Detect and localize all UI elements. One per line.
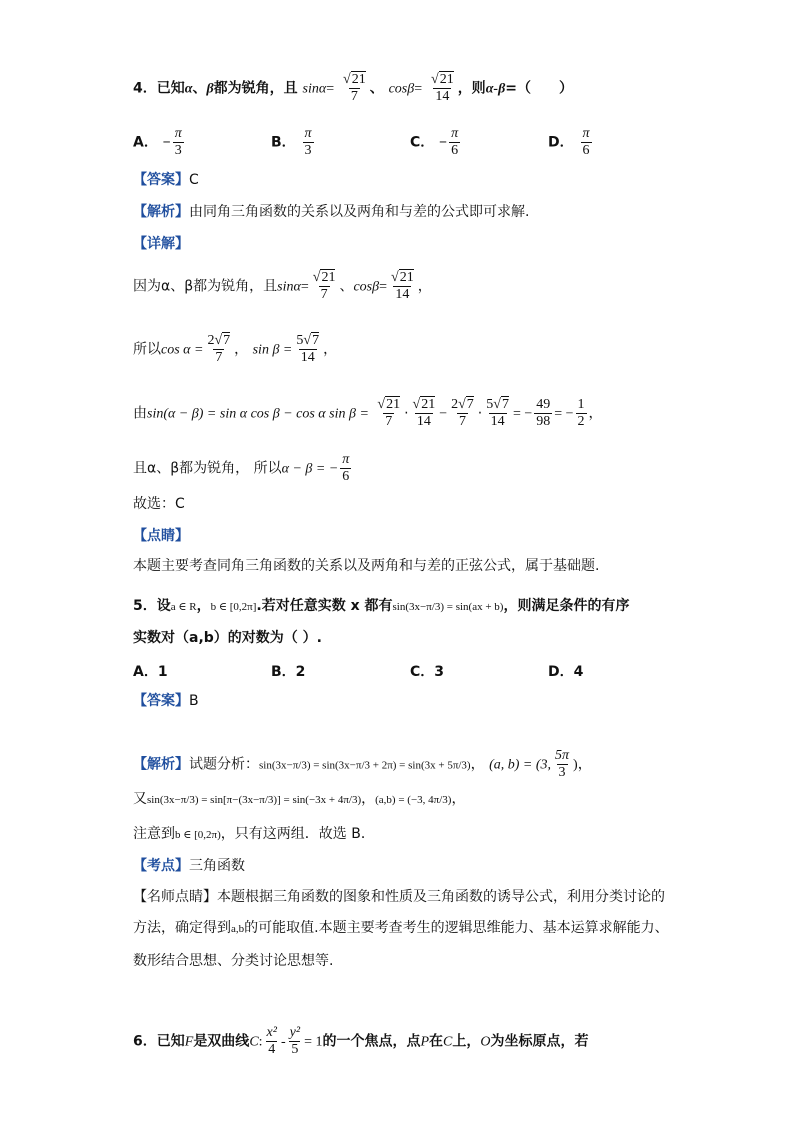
math: C: [249, 1034, 259, 1050]
text: 方法，确定得到: [133, 920, 231, 936]
text: ，: [470, 756, 485, 773]
text: 试题分析：: [189, 756, 259, 773]
q4-detail-line-4: [133, 452, 353, 485]
option-frac: $\frac{\pi}{3}$: [174, 126, 182, 159]
analysis-tag: 【解析】: [133, 756, 189, 773]
math: cosβ: [353, 279, 380, 295]
q5-stem-line-2: 实数对（a,b）的对数为（ ）.: [133, 630, 322, 646]
frac: $\frac{2√7}{7}$: [451, 397, 474, 430]
math: (a,b) = (−3, 4π/3): [375, 794, 452, 806]
math: sin(α − β) = sin α cos β − cos α sin β =: [147, 406, 369, 422]
text: 为坐标原点，若: [490, 1033, 589, 1050]
q4-option-d[interactable]: [548, 126, 594, 159]
text: 又: [133, 791, 147, 807]
q4-detail-line-1: [133, 270, 432, 303]
math: (a, b) = (3,: [489, 757, 551, 773]
q4-option-a[interactable]: [133, 126, 186, 159]
math: b ∈ [0,2π): [175, 829, 221, 841]
math: F: [184, 1034, 194, 1050]
frac: $\frac{\text{y²}}{5}$: [289, 1025, 301, 1058]
option-letter: C．: [410, 134, 435, 151]
text: ，: [323, 341, 338, 358]
math: α − β = −: [281, 461, 339, 477]
frac: $\frac{5√7}{14}$: [486, 397, 509, 430]
q4-eq: =: [326, 81, 335, 97]
q4-detail-line-3: 由sin(α − β) = sin α cos β − cos α sin β = $\frac{√21}{7}$ · $\frac{√21}{14}$ − $\frac{2√7}{7}$ · $\frac{5√7}{14}$ = − $\frac{49}{98}$ = − $\frac{1}{2}$ ，: [133, 397, 603, 430]
q4-stem-text-2: 都为锐角，且: [213, 80, 298, 97]
text: ，: [451, 791, 466, 807]
q4-cos-beta: cosβ: [388, 81, 415, 97]
text: 是双曲线: [193, 1033, 250, 1050]
answer-value: B: [189, 693, 199, 709]
q5-option-b[interactable]: B．2: [271, 664, 306, 680]
q5-tip-line-2: [133, 920, 669, 937]
q4-frac-sqrt21-14: $\frac{√21}{14}$: [431, 72, 454, 105]
frac: $\frac{√21}{14}$: [412, 397, 436, 430]
option-letter: B．: [271, 134, 296, 151]
q5-knowledge-point: [133, 858, 245, 875]
q4-sin-alpha: sinα: [302, 81, 327, 97]
text: 的一个焦点，点: [322, 1033, 421, 1050]
frac: $\frac{√21}{14}$: [391, 270, 414, 303]
q5-tip-line-1: [133, 889, 665, 906]
answer-value: C: [189, 172, 199, 188]
q4-number: 4．: [133, 80, 157, 97]
math: sin(3x−π/3) = sin(3x−π/3 + 2π) = sin(3x + 5π/3): [259, 759, 471, 772]
math: P: [420, 1034, 430, 1050]
answer-tag: 【答案】: [133, 172, 189, 188]
text: 且α、β都为锐角， 所以: [133, 460, 282, 477]
math: = 1: [304, 1034, 323, 1050]
math: C: [443, 1034, 453, 1050]
q5-option-d[interactable]: D．4: [548, 664, 584, 680]
frac: $\frac{5√7}{14}$: [296, 333, 320, 366]
option-frac: $\frac{\pi}{6}$: [582, 126, 590, 159]
point-tag: 【点睛】: [133, 528, 189, 544]
q4-sep2: 、: [369, 80, 384, 97]
math: b ∈ [0,2π]: [210, 601, 257, 613]
option-letter: A．: [133, 134, 158, 151]
q4-analysis: [133, 204, 529, 221]
text: 注意到: [133, 826, 175, 842]
text: 所以: [133, 341, 161, 358]
analysis-tag: 【解析】: [133, 204, 189, 220]
q4-option-b[interactable]: [271, 126, 316, 159]
q4-point-text: 本题主要考查同角三角函数的关系以及两角和与差的正弦公式，属于基础题.: [133, 558, 600, 574]
q4-den-14: 14: [435, 89, 450, 105]
q4-answer: [133, 172, 199, 189]
q4-detail-line-2: [133, 333, 337, 366]
text: 由: [133, 405, 147, 422]
q6-stem: [133, 1025, 589, 1058]
text: 已知: [156, 1033, 185, 1050]
q5-tip-line-3: 数形结合思想、分类讨论思想等.: [133, 953, 334, 969]
text: ，: [588, 405, 603, 422]
math: =: [379, 279, 387, 295]
kp-tag: 【考点】: [133, 858, 189, 874]
text: ，: [196, 598, 211, 614]
q5-option-a[interactable]: A．1: [133, 664, 168, 680]
q4-option-c[interactable]: [410, 126, 462, 159]
q4-frac-sqrt21-7: $\frac{√21}{7}$: [343, 72, 366, 105]
q5-analysis-line-2: [133, 791, 465, 808]
option-sign: −: [162, 135, 171, 151]
frac: $\frac{2√7}{7}$: [207, 333, 231, 366]
q4-alpha-minus-beta: α-β: [485, 81, 506, 97]
q4-stem: [133, 72, 573, 105]
q4-sep: 、: [192, 80, 207, 97]
q4-stem-text: 已知: [156, 80, 185, 97]
text: 设: [156, 598, 171, 614]
math: a ∈ R: [170, 601, 197, 613]
q5-analysis-line-3: [133, 826, 375, 843]
math: sin(3x−π/3) = sin(ax + b): [392, 601, 504, 613]
math: = −: [554, 406, 574, 422]
math: O: [480, 1034, 491, 1050]
text: ，则满足条件的有序: [503, 598, 630, 614]
math: sin β =: [252, 342, 293, 358]
answer-tag: 【答案】: [133, 693, 189, 709]
text: ，: [417, 278, 432, 295]
q4-beta: β: [206, 81, 214, 97]
text: 在: [429, 1033, 444, 1050]
math: -: [280, 1034, 286, 1050]
tip-tag: 【名师点睛】: [133, 889, 217, 905]
text: 本题根据三角函数的图象和性质及三角函数的诱导公式，利用分类讨论的: [217, 889, 665, 905]
math: =: [300, 279, 309, 295]
math: sinα: [277, 279, 301, 295]
text: 上，: [452, 1033, 481, 1050]
q4-choose: 故选：C: [133, 496, 185, 512]
math: ): [573, 757, 578, 773]
text: 的可能取值.本题主要考查考生的逻辑思维能力、基本运算求解能力、: [244, 920, 669, 936]
q4-point-heading: [133, 528, 189, 545]
q5-analysis-line-1: [133, 748, 592, 781]
frac: $\frac{1}{2}$: [577, 397, 585, 430]
text: 因为α、β都为锐角，且: [133, 278, 278, 295]
text: ，: [361, 791, 376, 807]
math: :: [258, 1034, 263, 1050]
frac: $\frac{49}{98}$: [536, 397, 551, 430]
q5-number: 5．: [133, 598, 157, 614]
frac: $\frac{\pi}{6}$: [342, 452, 350, 485]
q4-eq-2: =: [414, 81, 423, 97]
q4-sqrt21-b: 21: [439, 72, 454, 87]
q4-stem-text-3: ，则: [457, 80, 486, 97]
text: .若对任意实数 x 都有: [256, 598, 393, 614]
text: ，: [577, 756, 592, 773]
q4-sqrt21: 21: [351, 72, 366, 87]
q5-stem-line-1: [133, 598, 629, 615]
q5-answer: [133, 693, 199, 710]
q4-alpha: α: [184, 81, 193, 97]
text: ，只有这两组．故选 B．: [220, 826, 375, 842]
math: cos α =: [161, 342, 204, 358]
detail-tag: 【详解】: [133, 236, 189, 252]
kp-text: 三角函数: [189, 858, 245, 874]
q6-number: 6．: [133, 1033, 157, 1050]
text: ，: [234, 341, 249, 358]
analysis-text: 由同角三角函数的关系以及两角和与差的公式即可求解.: [189, 204, 530, 220]
option-frac: $\frac{\pi}{6}$: [451, 126, 459, 159]
text: 、: [339, 278, 354, 295]
math: sin(3x−π/3) = sin[π−(3x−π/3)] = sin(−3x + 4π/3): [147, 794, 362, 806]
frac: $\frac{\text{x²}}{4}$: [266, 1025, 277, 1058]
frac: $\frac{√21}{7}$: [377, 397, 401, 430]
math: = −: [512, 406, 533, 422]
option-frac: $\frac{\pi}{3}$: [304, 126, 312, 159]
frac: $\frac{√21}{7}$: [312, 270, 336, 303]
q5-option-c[interactable]: C．3: [410, 664, 445, 680]
option-letter: D．: [548, 134, 574, 151]
math: −: [439, 406, 448, 422]
option-sign: −: [439, 135, 448, 151]
math: a,b: [231, 923, 245, 935]
q4-den-7: 7: [350, 89, 358, 105]
q4-detail-heading: [133, 236, 189, 253]
q4-stem-text-4: =（ ）: [505, 80, 573, 97]
frac: $\frac{5\pi}{3}$: [555, 748, 570, 781]
